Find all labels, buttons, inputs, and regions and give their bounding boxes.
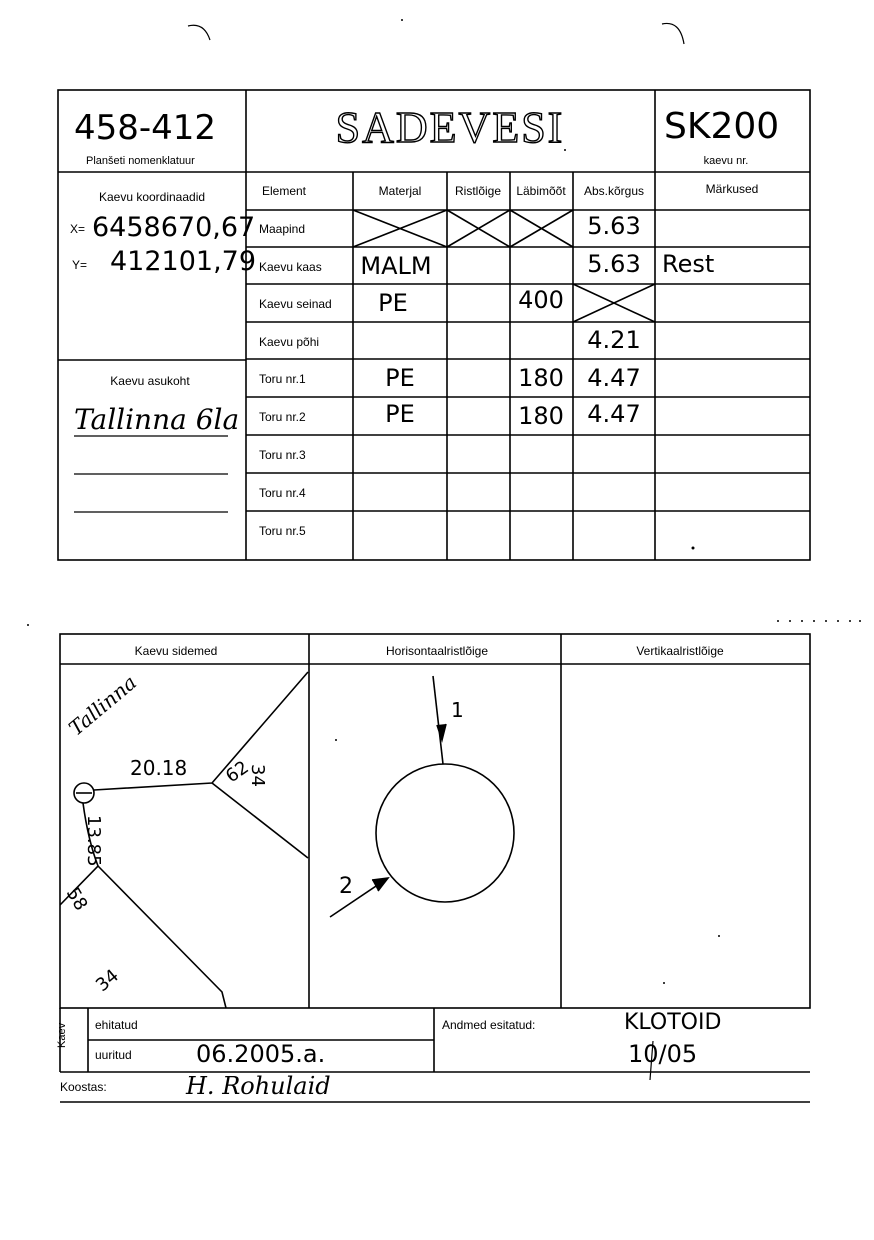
well-number-label: kaevu nr. xyxy=(703,155,749,167)
pipe-1-label: 1 xyxy=(451,698,464,722)
built-label: ehitatud xyxy=(95,1018,138,1032)
coordinates-label: Kaevu koordinaadid xyxy=(98,190,206,204)
punch-hole-mark-right xyxy=(662,23,684,44)
street-name: Tallinna xyxy=(64,670,142,741)
data-given-label: Andmed esitatud: xyxy=(442,1018,536,1032)
col-header-elevation: Abs.kõrgus xyxy=(583,184,645,198)
renewed-label: uuritud xyxy=(95,1048,132,1062)
angle-d: 34 xyxy=(92,965,124,997)
notes-value: Rest xyxy=(662,250,715,278)
table-row-element: Toru nr.4 xyxy=(259,486,306,500)
elevation-value: 5.63 xyxy=(587,212,641,240)
punch-hole-mark-left xyxy=(188,25,210,40)
elevation-value: 5.63 xyxy=(587,250,641,278)
compiled-by-value: H. Rohulaid xyxy=(186,1072,331,1100)
y-prefix: Y= xyxy=(72,258,88,272)
elevation-value: 4.47 xyxy=(587,364,641,392)
table-row-element: Toru nr.5 xyxy=(259,524,306,538)
diameter-value: 180 xyxy=(518,402,564,430)
angle-c: 34 xyxy=(247,764,268,787)
col-header-material: Materjal xyxy=(378,184,422,198)
col-header-element: Element xyxy=(261,184,307,198)
distance-a: 20.18 xyxy=(130,756,188,780)
material-value: PE xyxy=(385,364,415,392)
x-coordinate-value: 6458670,67 xyxy=(92,212,256,243)
vertical-section-label: Vertikaalristlõige xyxy=(636,644,724,658)
col-header-notes: Märkused xyxy=(705,182,759,196)
col-header-diameter: Läbimõõt xyxy=(516,184,566,198)
table-row-element: Kaevu seinad xyxy=(259,297,332,311)
table-row-element: Kaevu põhi xyxy=(259,335,320,349)
compiled-label: Koostas: xyxy=(60,1080,107,1094)
nomenclature-value: 458-412 xyxy=(74,108,217,148)
table-row-element: Kaevu kaas xyxy=(259,260,322,274)
elevation-value: 4.47 xyxy=(587,400,641,428)
nomenclature-label: Planšeti nomenklatuur xyxy=(86,155,195,167)
y-coordinate-value: 412101,79 xyxy=(110,246,257,277)
pipe-2-label: 2 xyxy=(339,874,353,899)
location-value: Tallinna 6la xyxy=(74,403,240,436)
angle-b: 58 xyxy=(61,884,92,915)
well-number-value: SK200 xyxy=(664,106,780,147)
ties-sketch-label: Kaevu sidemed xyxy=(134,644,218,658)
page-title: SADEVESI xyxy=(335,103,565,152)
table-row-element: Maapind xyxy=(259,222,306,236)
x-prefix: X= xyxy=(70,222,86,236)
renewed-value: 06.2005.a. xyxy=(196,1040,326,1068)
table-row-element: Toru nr.3 xyxy=(259,448,306,462)
material-value: PE xyxy=(385,400,415,428)
angle-a: 62 xyxy=(222,756,253,788)
elevation-value: 4.21 xyxy=(587,326,641,354)
diameter-value: 180 xyxy=(518,364,564,392)
material-value: PE xyxy=(378,289,408,317)
location-label: Kaevu asukoht xyxy=(110,374,190,388)
table-row-element: Toru nr.1 xyxy=(259,372,306,386)
material-value: MALM xyxy=(360,252,432,280)
data-given-company: KLOTOID xyxy=(624,1010,722,1035)
horizontal-section-label: Horisontaalristlõige xyxy=(385,644,489,658)
table-row-element: Toru nr.2 xyxy=(259,410,306,424)
horizontal-section xyxy=(330,676,514,917)
location-underlines xyxy=(74,436,228,512)
col-header-cross-section: Ristlõige xyxy=(454,184,502,198)
diameter-value: 400 xyxy=(518,286,564,314)
well-side-label: Kaev xyxy=(56,1022,68,1048)
distance-b: 13.85 xyxy=(83,815,104,867)
data-given-date: 10/05 xyxy=(628,1040,698,1068)
